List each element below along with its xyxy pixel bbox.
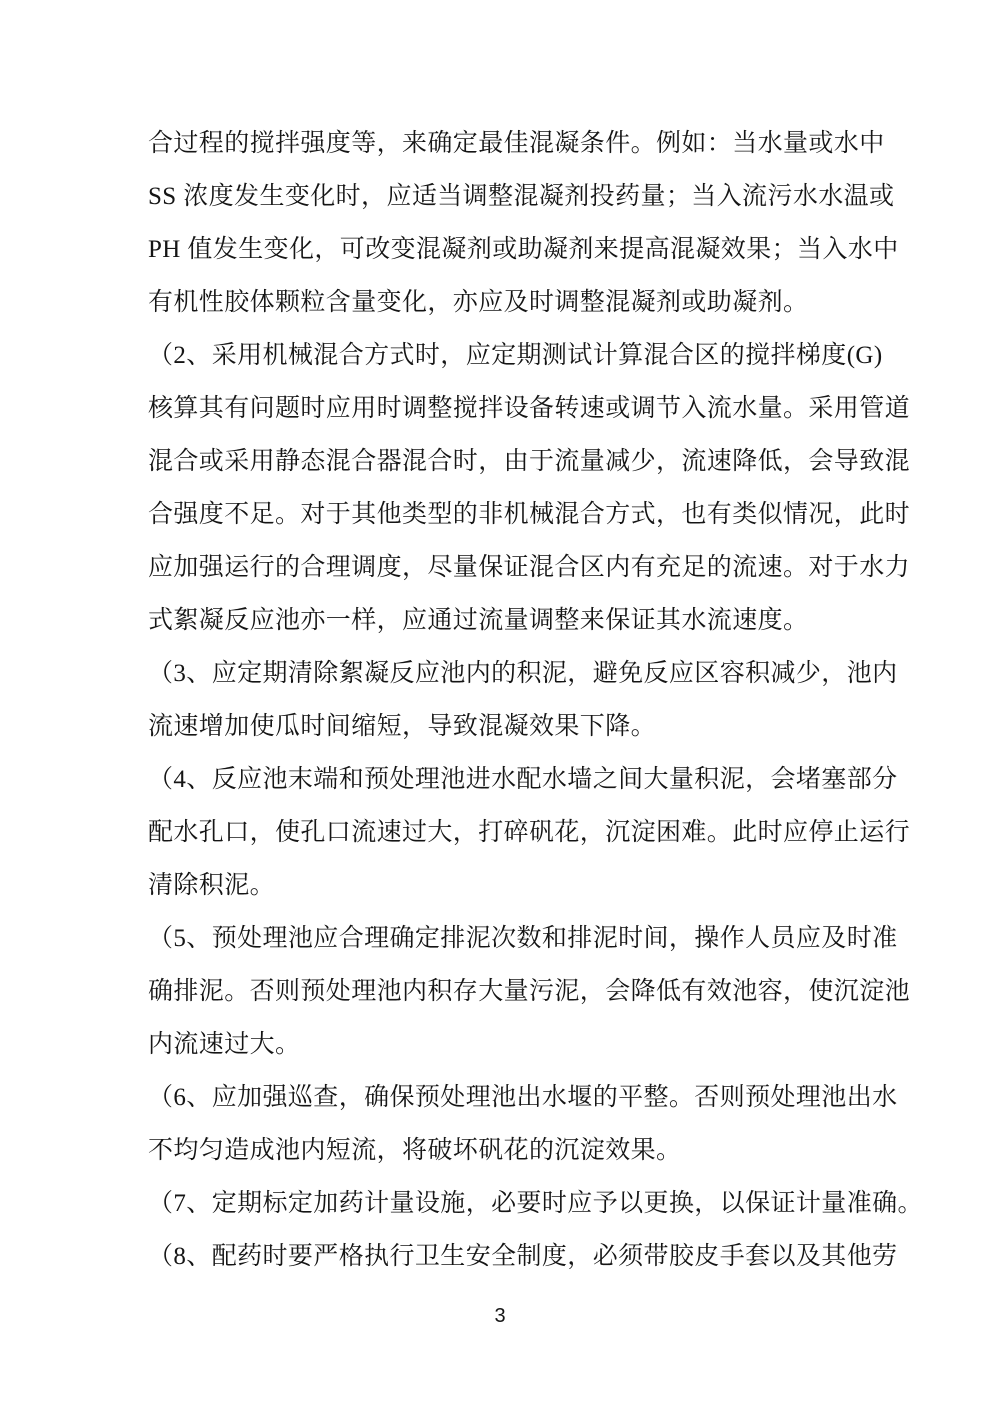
text-line: PH 值发生变化，可改变混凝剂或助凝剂来提高混凝效果；当入水中	[148, 236, 899, 263]
text-line: 式絮凝反应池亦一样，应通过流量调整来保证其水流速度。	[148, 607, 809, 634]
text-line: （2、采用机械混合方式时，应定期测试计算混合区的搅拌梯度(G)	[148, 342, 883, 369]
text-line: （8、配药时要严格执行卫生安全制度，必须带胶皮手套以及其他劳	[148, 1243, 898, 1270]
text-line: （4、反应池末端和预处理池进水配水墙之间大量积泥，会堵塞部分	[148, 766, 898, 793]
text-line: 有机性胶体颗粒含量变化，亦应及时调整混凝剂或助凝剂。	[148, 289, 809, 316]
text-line: （7、定期标定加药计量设施，必要时应予以更换，以保证计量准确。	[148, 1190, 923, 1217]
document-body	[148, 117, 923, 1283]
text-line: 确排泥。否则预处理池内积存大量污泥，会降低有效池容，使沉淀池	[148, 978, 911, 1005]
text-line: 清除积泥。	[148, 872, 276, 899]
text-line: 应加强运行的合理调度，尽量保证混合区内有充足的流速。对于水力	[148, 554, 911, 581]
text-line: （5、预处理池应合理确定排泥次数和排泥时间，操作人员应及时准	[148, 925, 898, 952]
text-line: 混合或采用静态混合器混合时，由于流量减少，流速降低，会导致混	[148, 448, 911, 475]
text-line: SS 浓度发生变化时，应适当调整混凝剂投药量；当入流污水水温或	[148, 183, 895, 210]
page-number: 3	[494, 1305, 506, 1327]
text-line: 流速增加使瓜时间缩短，导致混凝效果下降。	[148, 713, 657, 740]
text-line: （3、应定期清除絮凝反应池内的积泥，避免反应区容积减少，池内	[148, 660, 898, 687]
text-line: （6、应加强巡查，确保预处理池出水堰的平整。否则预处理池出水	[148, 1084, 898, 1111]
text-line: 合过程的搅拌强度等，来确定最佳混凝条件。例如：当水量或水中	[148, 130, 885, 157]
text-line: 配水孔口，使孔口流速过大，打碎矾花，沉淀困难。此时应停止运行	[148, 819, 911, 846]
text-line: 核算其有问题时应用时调整搅拌设备转速或调节入流水量。采用管道	[148, 395, 911, 422]
text-line: 合强度不足。对于其他类型的非机械混合方式，也有类似情况，此时	[148, 501, 911, 528]
text-line: 不均匀造成池内短流，将破坏矾花的沉淀效果。	[148, 1137, 682, 1164]
text-line: 内流速过大。	[148, 1031, 301, 1058]
